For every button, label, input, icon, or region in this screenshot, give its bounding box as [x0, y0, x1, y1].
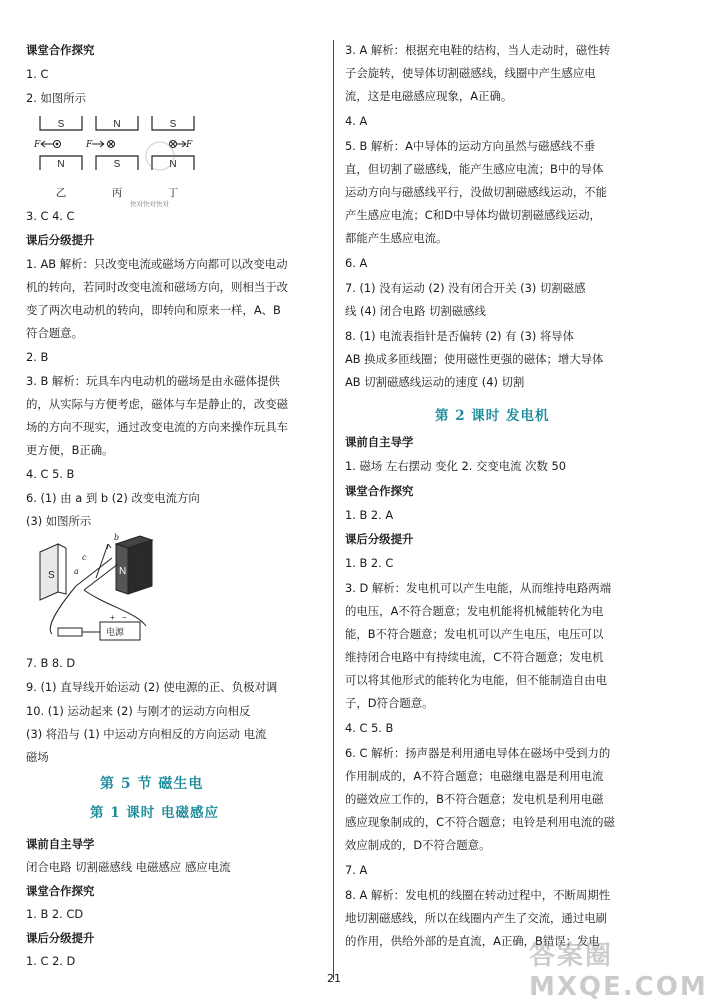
left-text-line: 3. C 4. C: [26, 209, 75, 223]
right-text-line: AB 切割磁感线运动的速度 (4) 切割: [345, 375, 525, 389]
diagram-label-bing: 丙: [111, 187, 123, 199]
left-text-line: 机的转向，若同时改变电流和磁场方向，则相当于改: [26, 280, 288, 294]
left-text-line: (3) 将沿与 (1) 中运动方向相反的方向运动 电流: [26, 727, 267, 741]
wire-label-b: b: [114, 533, 120, 542]
diagram-label-ding: 丁: [167, 187, 179, 199]
magnet-top-3: S: [169, 119, 177, 130]
diagram-label-yi: 乙: [55, 187, 67, 199]
left-text-line: 1. B 2. CD: [26, 907, 84, 921]
left-text-line: 1. C 2. D: [26, 954, 76, 968]
right-text-line: 运动方向与磁感线平行，没做切割磁感线运动，不能: [345, 185, 607, 199]
force-label-3: F: [186, 140, 193, 150]
stamp-text: 快对快对快对: [130, 201, 169, 208]
magnet-diagram-figure: [34, 110, 194, 206]
left-text-line: 更方便，B正确。: [26, 443, 114, 457]
right-text-line: 流，这是电磁感应现象，A正确。: [345, 89, 513, 103]
left-section-heading: 课堂合作探究: [26, 43, 95, 57]
section-heading-5: 第 5 节 磁生电: [100, 776, 204, 792]
left-text-line: 2. 如图所示: [26, 91, 87, 105]
right-text-line: 4. A: [345, 114, 368, 128]
left-section-heading: 课后分级提升: [26, 931, 95, 945]
left-text-line: 9. (1) 直导线开始运动 (2) 使电源的正、负极对调: [26, 680, 278, 694]
magnet-bottom-3: N: [169, 159, 177, 170]
right-text-line: 可以将其他形式的能转化为电能，但不能制造自由电: [345, 673, 607, 687]
left-text-line: 1. C: [26, 67, 49, 81]
right-text-line: 线 (4) 闭合电路 切割磁感线: [345, 304, 486, 318]
magnet-bottom-2: S: [113, 159, 121, 170]
column-divider: [333, 40, 334, 980]
magnet-bottom-1: N: [57, 159, 65, 170]
watermark-text: 答案圈 MXQE.COM: [529, 941, 708, 1002]
plus-sign: +: [110, 613, 115, 622]
magnet-top-1: S: [57, 119, 65, 130]
power-source-label: 电源: [106, 627, 125, 637]
left-text-line: 3. B 解析：玩具车内电动机的磁场是由永磁体提供: [26, 374, 280, 388]
force-label-2: F: [86, 140, 93, 150]
page-number: 21: [327, 972, 341, 985]
right-text-line: 3. D 解析：发电机可以产生电能，从而维持电路两端: [345, 581, 612, 595]
right-text-line: 子会旋转，使导体切割磁感线，线圈中产生感应电: [345, 66, 596, 80]
pole-right: N: [119, 566, 127, 577]
right-section-heading: 课堂合作探究: [345, 484, 414, 498]
right-text-line: 地切割磁感线，所以在线圈内产生了交流，通过电刷: [345, 911, 607, 925]
force-label-1: F: [34, 140, 41, 150]
right-section-heading: 课前自主导学: [345, 435, 414, 449]
motor-experiment-figure: [36, 530, 166, 648]
right-text-line: AB 换成多匝线圈；使用磁性更强的磁体；增大导体: [345, 352, 604, 366]
left-section-heading: 课前自主导学: [26, 837, 95, 851]
left-text-line: 符合题意。: [26, 326, 83, 340]
right-section-heading: 课后分级提升: [345, 532, 414, 546]
right-text-line: 产生感应电流；C和D中导体均做切割磁感线运动，: [345, 208, 601, 222]
left-text-line: 磁场: [26, 750, 49, 764]
right-text-line: 感应现象制成的，C不符合题意；电铃是利用电流的磁: [345, 815, 615, 829]
left-section-heading: 课堂合作探究: [26, 884, 95, 898]
right-text-line: 效应制成的，D不符合题意。: [345, 838, 491, 852]
right-text-line: 6. C 解析：扬声器是利用通电导体在磁场中受到力的: [345, 746, 611, 760]
left-text-line: 1. AB 解析：只改变电流或磁场方向都可以改变电动: [26, 257, 288, 271]
minus-sign: −: [122, 613, 127, 622]
left-text-line: 2. B: [26, 350, 49, 364]
right-text-line: 4. C 5. B: [345, 721, 394, 735]
right-text-line: 5. B 解析：A中导体的运动方向虽然与磁感线不垂: [345, 139, 596, 153]
watermark: [509, 931, 708, 1002]
right-text-line: 都能产生感应电流。: [345, 231, 448, 245]
right-text-line: 的磁效应工作的，B不符合题意；发电机是利用电磁: [345, 792, 604, 806]
right-text-line: 的作用，供给外部的是直流，A正确，B错误；发电: [345, 934, 600, 948]
left-text-line: 10. (1) 运动起来 (2) 与刚才的运动方向相反: [26, 704, 251, 718]
right-text-line: 作用制成的，A不符合题意；电磁继电器是利用电流: [345, 769, 604, 783]
left-text-line: 的，从实际与方便考虑，磁体与车是静止的，改变磁: [26, 397, 288, 411]
left-text-line: 闭合电路 切割磁感线 电磁感应 感应电流: [26, 860, 231, 874]
left-text-line: 6. (1) 由 a 到 b (2) 改变电流方向: [26, 491, 200, 505]
right-text-line: 7. (1) 没有运动 (2) 没有闭合开关 (3) 切割磁感: [345, 281, 586, 295]
lesson-heading-1: 第 1 课时 电磁感应: [90, 805, 219, 821]
right-text-line: 3. A 解析：根据充电鞋的结构，当人走动时，磁性转: [345, 43, 611, 57]
right-text-line: 1. B 2. C: [345, 556, 394, 570]
right-text-line: 能，B不符合题意；发电机可以产生电压，电压可以: [345, 627, 604, 641]
right-text-line: 1. B 2. A: [345, 508, 394, 522]
right-text-line: 子，D符合题意。: [345, 696, 434, 710]
right-text-line: 的电压，A不符合题意；发电机能将机械能转化为电: [345, 604, 604, 618]
left-text-line: (3) 如图所示: [26, 514, 92, 528]
right-text-line: 维持闭合电路中有持续电流，C不符合题意；发电机: [345, 650, 604, 664]
right-text-line: 6. A: [345, 256, 368, 270]
wire-label-a: a: [74, 567, 79, 576]
wire-label-c: c: [82, 553, 87, 562]
right-text-line: 7. A: [345, 863, 368, 877]
magnet-top-2: N: [113, 119, 121, 130]
right-text-line: 8. (1) 电流表指针是否偏转 (2) 有 (3) 将导体: [345, 329, 575, 343]
right-text-line: 1. 磁场 左右摆动 变化 2. 交变电流 次数 50: [345, 459, 567, 473]
pole-left: S: [48, 570, 55, 581]
left-section-heading: 课后分级提升: [26, 233, 95, 247]
left-text-line: 场的方向不现实，通过改变电流的方向来操作玩具车: [26, 420, 288, 434]
left-text-line: 7. B 8. D: [26, 656, 76, 670]
left-text-line: 4. C 5. B: [26, 467, 75, 481]
lesson-heading-2: 第 2 课时 发电机: [435, 408, 550, 424]
left-text-line: 变了两次电动机的转向，即转向和原来一样，A、B: [26, 303, 281, 317]
right-text-line: 8. A 解析：发电机的线圈在转动过程中，不断周期性: [345, 888, 611, 902]
right-text-line: 直，但切割了磁感线，能产生感应电流；B中的导体: [345, 162, 604, 176]
